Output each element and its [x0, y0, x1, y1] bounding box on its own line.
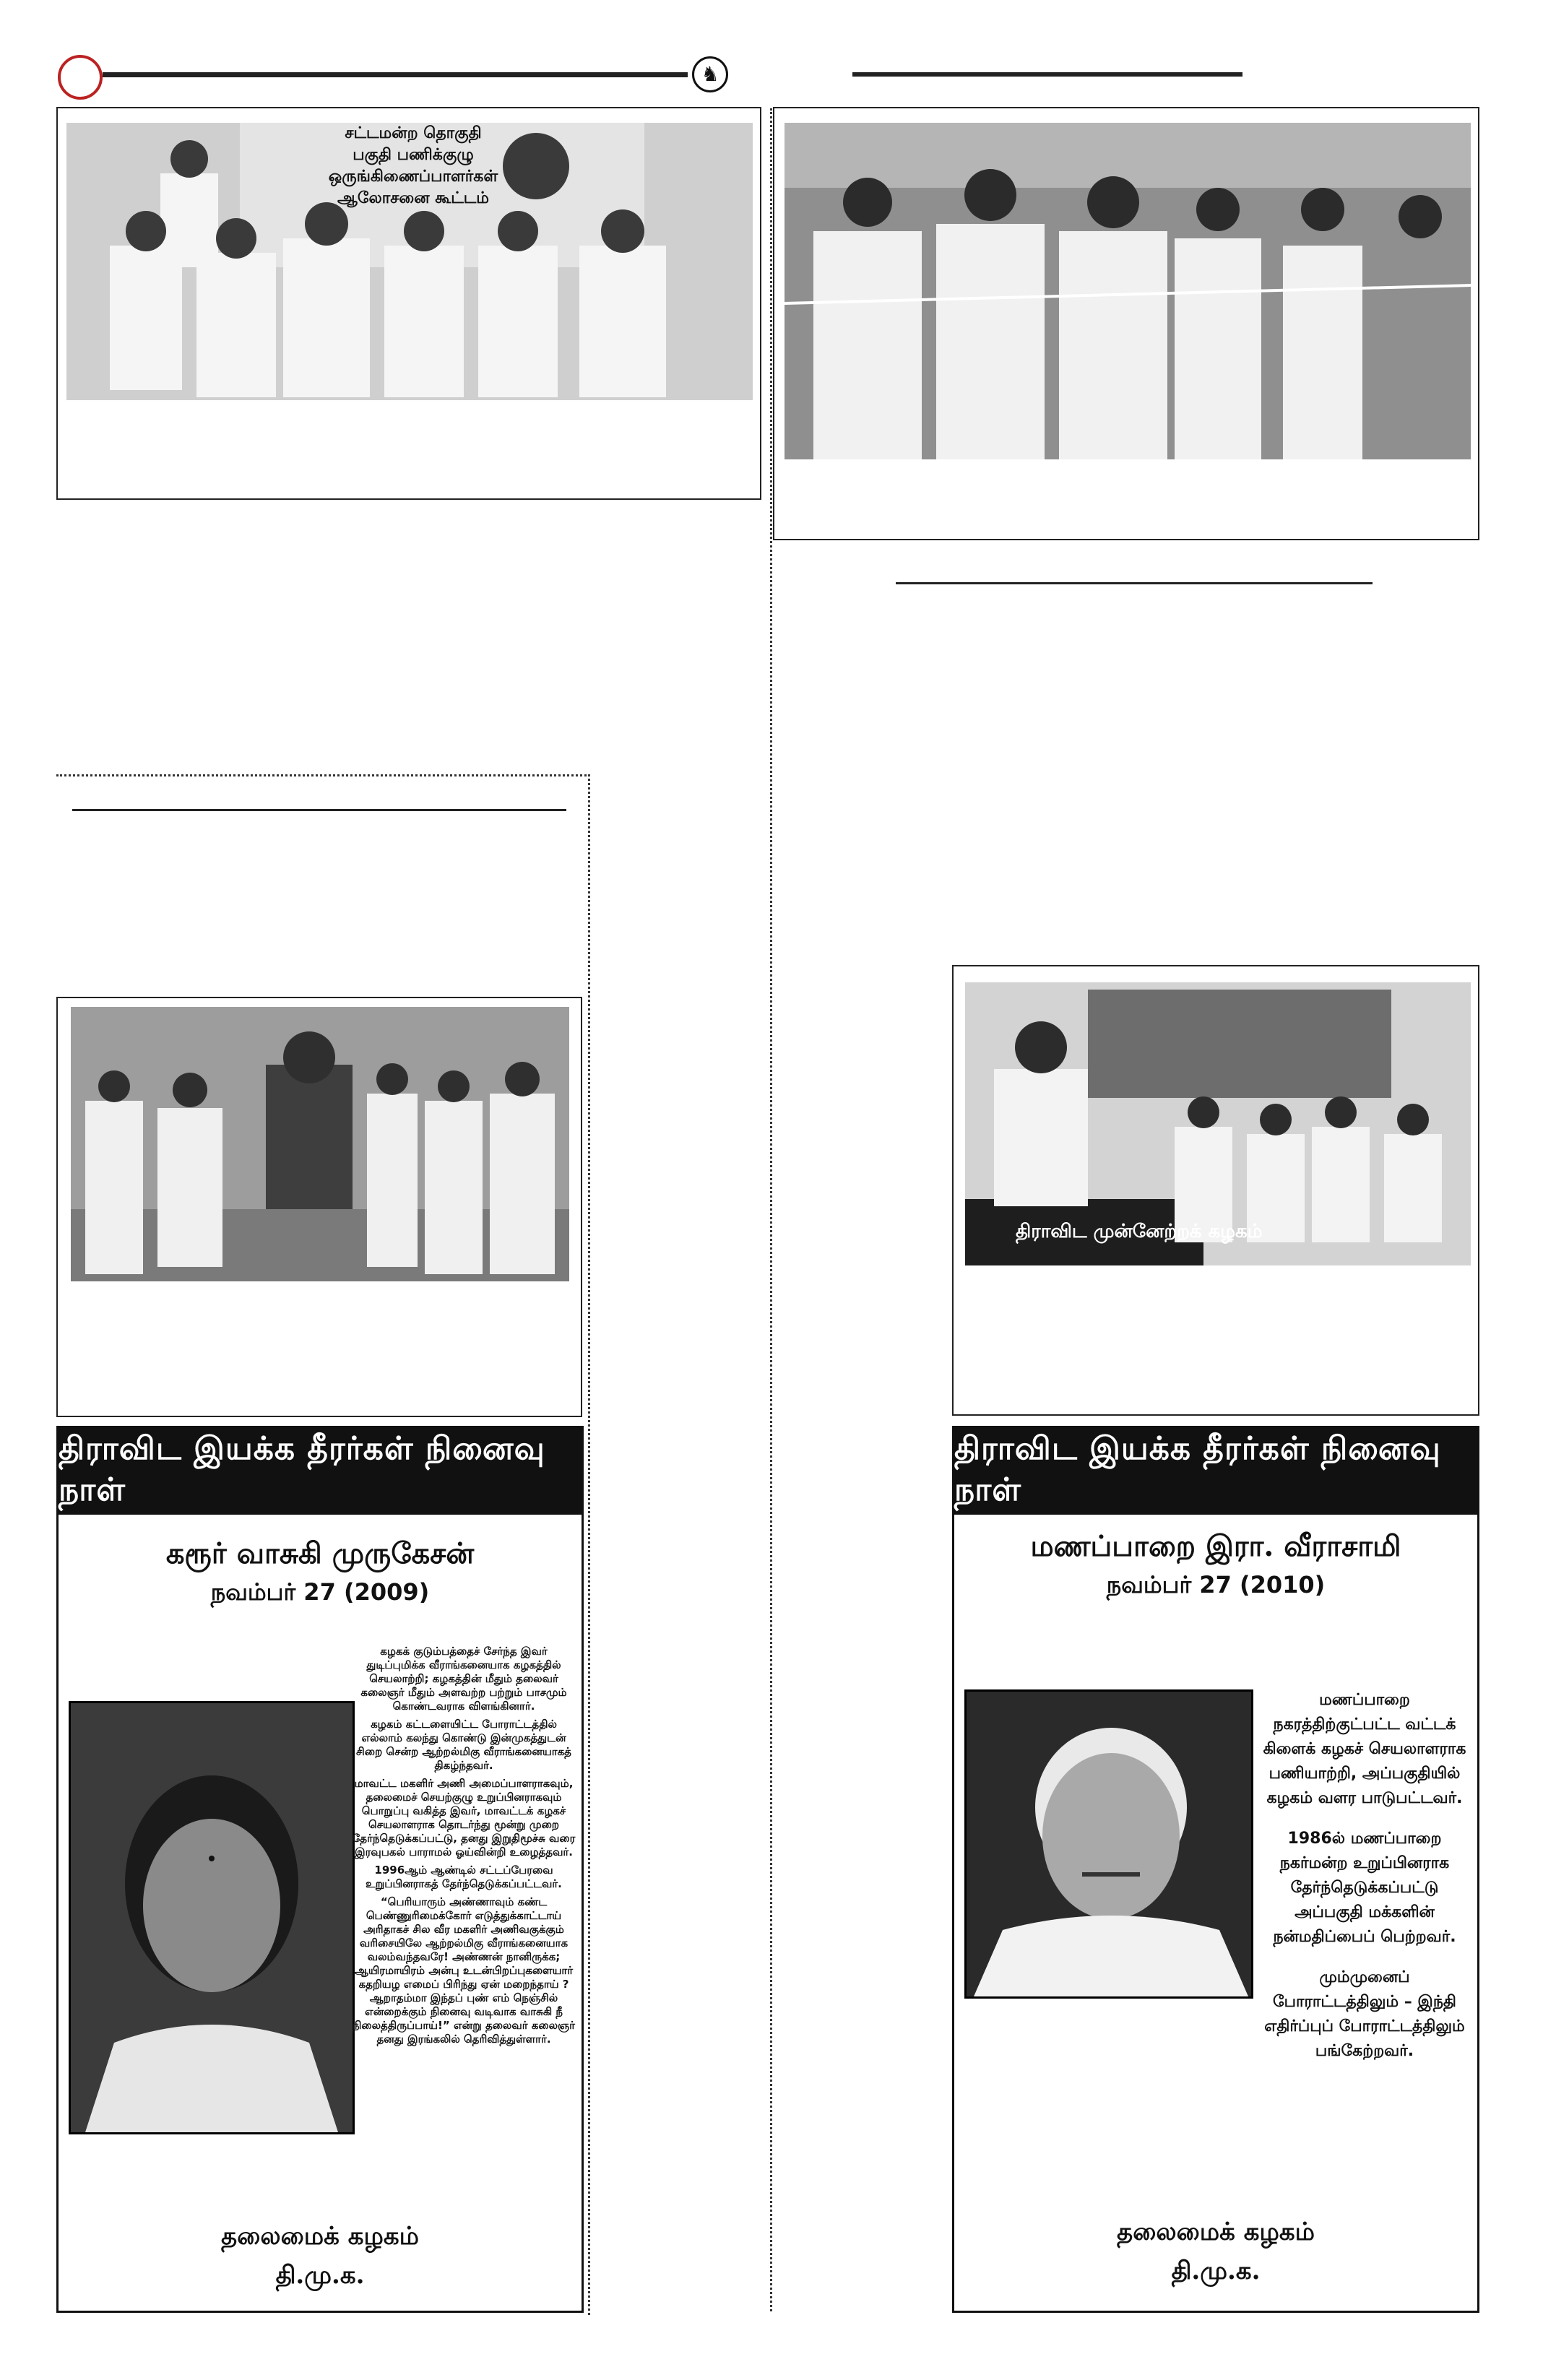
signature-line: தி.மு.க.: [1171, 2256, 1261, 2285]
bio-paragraph: மும்முனைப் போராட்டத்திலும் – இந்தி எதிர்ப்புப் போராட்டத்திலும் பங்கேற்றவர்.: [1264, 1968, 1465, 2060]
bio-paragraph: கழகக் குடும்பத்தைச் சேர்ந்த இவர் துடிப்புமிக்க வீராங்கனையாக கழகத்தில் செயலாற்றி; கழகத்தின் மீதும் தலைவர் கலைஞர் மீதும் அளவற்ற பற்றும் பாசமும் கொண்டவராக விளங்கினார்.: [360, 1645, 567, 1713]
banner-line: ஆலோசனை கூட்டம்: [337, 189, 489, 207]
tribute-photo: [71, 1007, 569, 1281]
bio-paragraph: கழகம் கட்டளையிட்ட போராட்டத்தில் எல்லாம் கலந்து கொண்டு இன்முகத்துடன் சிறை சென்ற ஆற்றல்மிகு வீராங்கனையாகத் திகழ்ந்தவர்.: [356, 1718, 571, 1772]
memorial-bio: [1258, 1688, 1471, 2080]
banner-line: ஒருங்கிணைப்பாளர்கள்: [328, 168, 498, 186]
portrait-photo: [69, 1701, 355, 2134]
bio-paragraph: மணப்பாறை நகரத்திற்குட்பட்ட வட்டக் கிளைக் கழகச் செயலாளராக பணியாற்றி, அப்பகுதியில் கழகம் வளர பாடுபட்டவர்.: [1263, 1691, 1466, 1807]
memorial-name: கரூர் வாசுகி முருகேசன்: [165, 1536, 475, 1570]
memorial-card-left: [56, 1426, 584, 2313]
meeting-banner-text: [276, 123, 550, 209]
ribbon-cutting-photo: [785, 123, 1471, 459]
memorial-heading: திராவிட இயக்க தீரர்கள் நினைவு நாள்: [954, 1428, 1477, 1515]
memorial-name: மணப்பாறை இரா. வீராசாமி: [1030, 1529, 1401, 1563]
bio-paragraph: “பெரியாரும் அண்ணாவும் கண்ட பெண்ணுரிமைக்கோர் எடுத்துக்காட்டாய் அரிதாகச் சில வீர மகளிர் அணிவகுக்கும் வரிசையிலே ஆற்றல்மிகு வீராங்கனையாக வலம்வந்தவரே! அண்ணன் நானிருக்க; ஆயிரமாயிரம் அன்பு உடன்பிறப்புகளையார் கதறியழ எமைப் பிரிந்து ஏன் மறைந்தாய் ? ஆறாதம்மா இந்தப் புண் எம் நெஞ்சில் என்றைக்கும் நினைவு வடிவாக வாசுகி நீ நிலைத்திருப்பாய்!” என்று தலைவர் கலைஞர் தனது இரங்கலில் தெரிவித்துள்ளார்.: [352, 1895, 575, 2046]
memorial-heading: திராவிட இயக்க தீரர்கள் நினைவு நாள்: [59, 1428, 582, 1515]
banner-line: பகுதி பணிக்குழு: [353, 146, 474, 164]
memorial-signature: [59, 2217, 582, 2295]
signature-line: தி.மு.க.: [275, 2261, 365, 2290]
header-rule: [103, 72, 688, 77]
bio-paragraph: 1996ஆம் ஆண்டில் சட்டப்பேரவை உறுப்பினராகத் தேர்ந்தெடுக்கப்பட்டவர்.: [366, 1864, 562, 1890]
speech-photo: [965, 982, 1471, 1265]
red-circle-logo: [58, 55, 103, 100]
podium-banner: திராவிட முன்னேற்றக் கழகம்: [1016, 1221, 1263, 1242]
elephant-emblem-icon: ♞: [692, 56, 728, 92]
header-rule-right: [852, 72, 1242, 77]
signature-line: தலைமைக் கழகம்: [221, 2222, 419, 2251]
photo-frame-tribute: [56, 997, 582, 1417]
memorial-date: நவம்பர் 27 (2010): [1106, 1571, 1326, 1598]
banner-line: சட்டமன்ற தொகுதி: [345, 124, 482, 142]
memorial-card-right: [952, 1426, 1479, 2313]
memorial-signature: [954, 2212, 1477, 2290]
section-rule: [896, 582, 1373, 584]
photo-frame-speech: [952, 965, 1479, 1416]
meeting-photo: [66, 123, 753, 400]
memorial-bio: [350, 1645, 577, 2051]
signature-line: தலைமைக் கழகம்: [1117, 2217, 1315, 2246]
photo-frame-meeting: [56, 107, 761, 500]
portrait-photo: [964, 1689, 1253, 1999]
bio-paragraph: 1986ல் மணப்பாறை நகர்மன்ற உறுப்பினராக தேர்ந்தெடுக்கப்பட்டு அப்பகுதி மக்களின் நன்மதிப்பைப் பெற்றவர்.: [1273, 1830, 1456, 1946]
section-rule: [72, 809, 566, 811]
bio-paragraph: மாவட்ட மகளிர் அணி அமைப்பாளராகவும், தலைமைச் செயற்குழு உறுப்பினராகவும் பொறுப்பு வகித்த இவர், மாவட்டக் கழகச் செயலாளராக தொடர்ந்து மூன்று முறை தேர்ந்தெடுக்கப்பட்டு, தனது இறுதிமூச்சு வரை இரவுபகல் பாராமல் ஓய்வின்றி உழைத்தவர்.: [352, 1777, 576, 1858]
photo-frame-ribbon: [773, 107, 1479, 540]
memorial-date: நவம்பர் 27 (2009): [210, 1578, 430, 1606]
column-divider: [770, 108, 772, 2311]
